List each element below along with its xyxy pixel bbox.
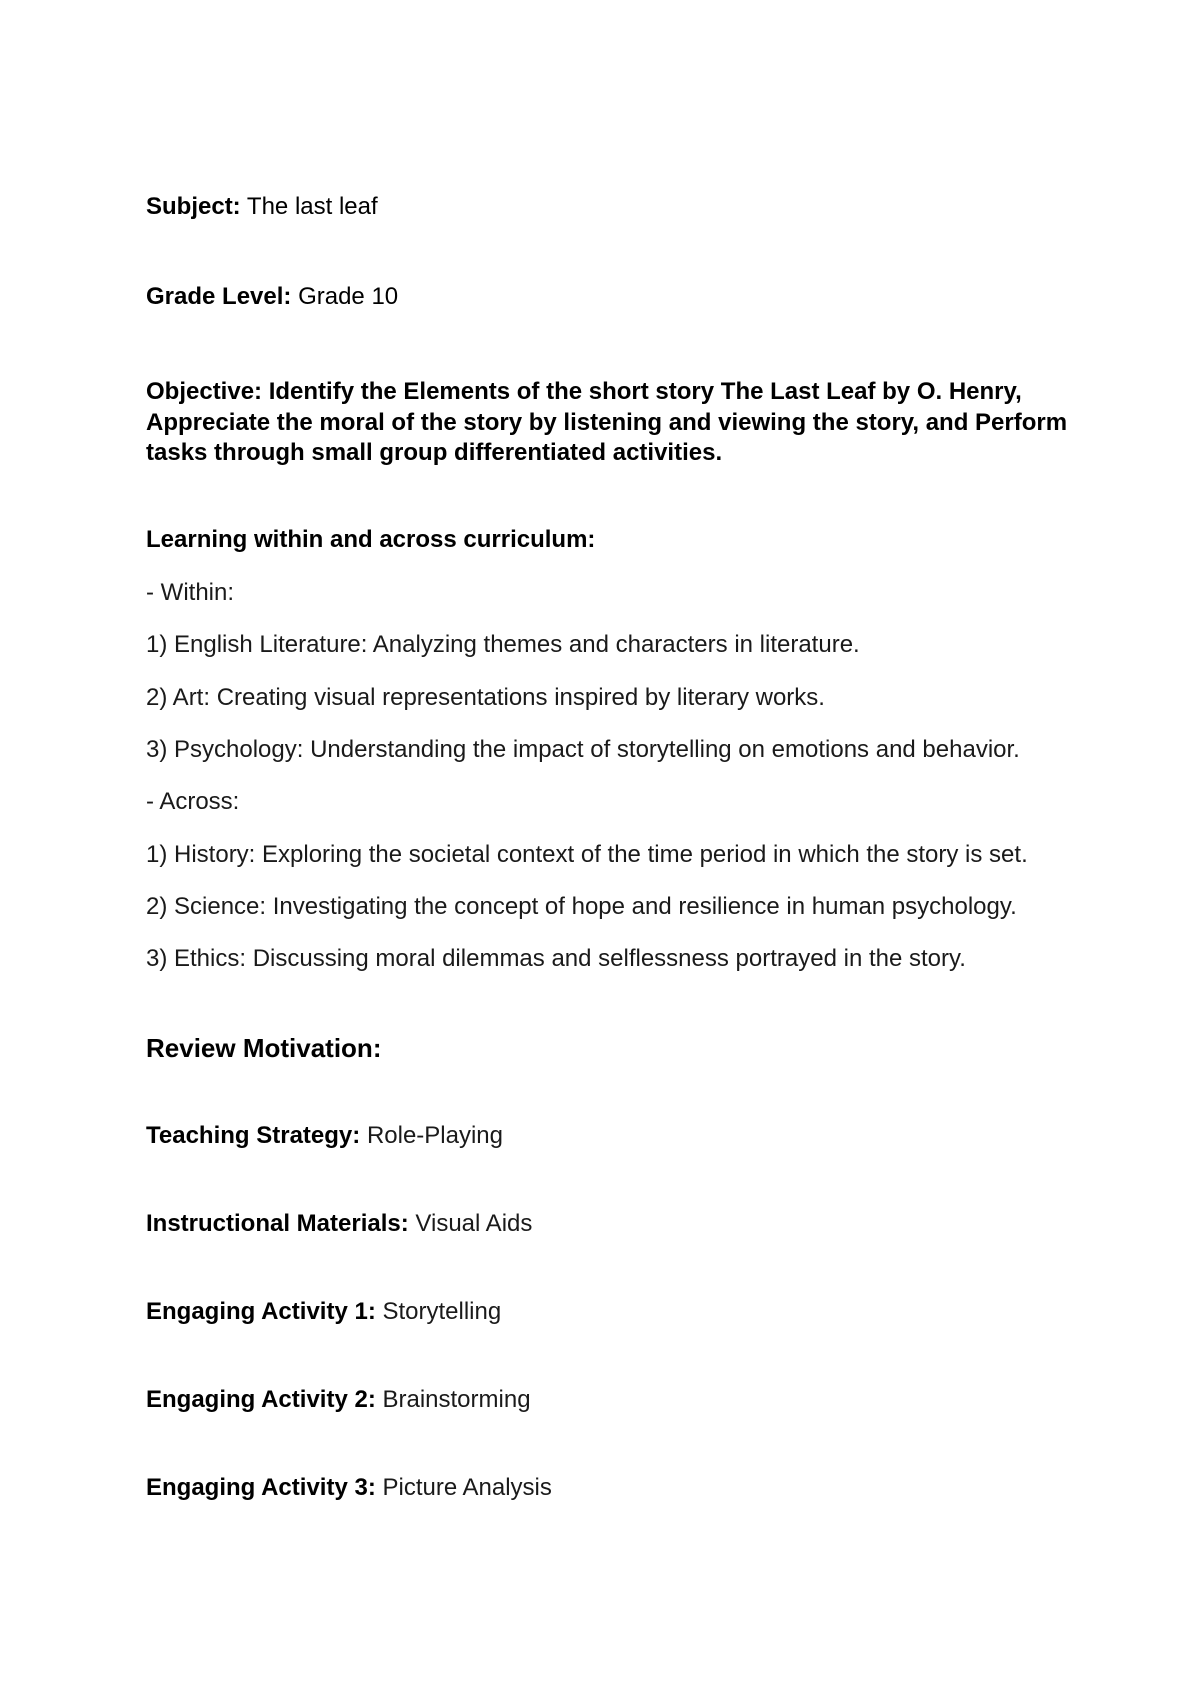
- within-label: - Within:: [146, 579, 235, 606]
- subject-value: The last leaf: [246, 193, 378, 220]
- across-item: 3) Ethics: Discussing moral dilemmas and selflessness portrayed in the story.: [146, 945, 966, 972]
- activity-2-label: Engaging Activity 2:: [146, 1386, 376, 1413]
- within-item: 1) English Literature: Analyzing themes and characters in literature.: [146, 631, 860, 658]
- activity-1-line: [146, 1297, 501, 1327]
- activity-3-label: Engaging Activity 3:: [146, 1474, 376, 1501]
- activity-3-line: [146, 1473, 552, 1503]
- activity-3-value: Picture Analysis: [382, 1474, 552, 1501]
- across-label: - Across:: [146, 788, 240, 815]
- within-item: 2) Art: Creating visual representations inspired by literary works.: [146, 684, 825, 711]
- activity-2-value: Brainstorming: [382, 1386, 531, 1413]
- objective-label: Objective:: [146, 378, 263, 405]
- instructional-materials-line: [146, 1209, 532, 1239]
- instructional-materials-label: Instructional Materials:: [146, 1210, 409, 1237]
- grade-level-value: Grade 10: [298, 283, 399, 310]
- grade-level-label: Grade Level:: [146, 283, 292, 310]
- teaching-strategy-line: [146, 1121, 503, 1151]
- objective-paragraph: [146, 377, 1086, 469]
- across-item: 2) Science: Investigating the concept of hope and resilience in human psychology.: [146, 893, 1017, 920]
- instructional-materials-value: Visual Aids: [415, 1210, 533, 1237]
- activity-1-value: Storytelling: [382, 1298, 502, 1325]
- subject-line: [146, 192, 378, 222]
- subject-label: Subject:: [146, 193, 241, 220]
- activity-1-label: Engaging Activity 1:: [146, 1298, 376, 1325]
- activity-2-line: [146, 1385, 531, 1415]
- grade-level-line: [146, 282, 398, 312]
- objective-text: Identify the Elements of the short story The Last Leaf by O. Henry, Appreciate the moral of the story by listening and viewing the story, and Perform tasks through small group differentiated activities.: [146, 378, 1068, 466]
- within-item: 3) Psychology: Understanding the impact of storytelling on emotions and behavior.: [146, 736, 1020, 763]
- review-motivation-heading: Review Motivation:: [146, 1033, 382, 1063]
- teaching-strategy-value: Role-Playing: [366, 1122, 504, 1149]
- learning-heading: Learning within and across curriculum:: [146, 526, 596, 553]
- across-item: 1) History: Exploring the societal context of the time period in which the story is set.: [146, 841, 1028, 868]
- teaching-strategy-label: Teaching Strategy:: [146, 1122, 361, 1149]
